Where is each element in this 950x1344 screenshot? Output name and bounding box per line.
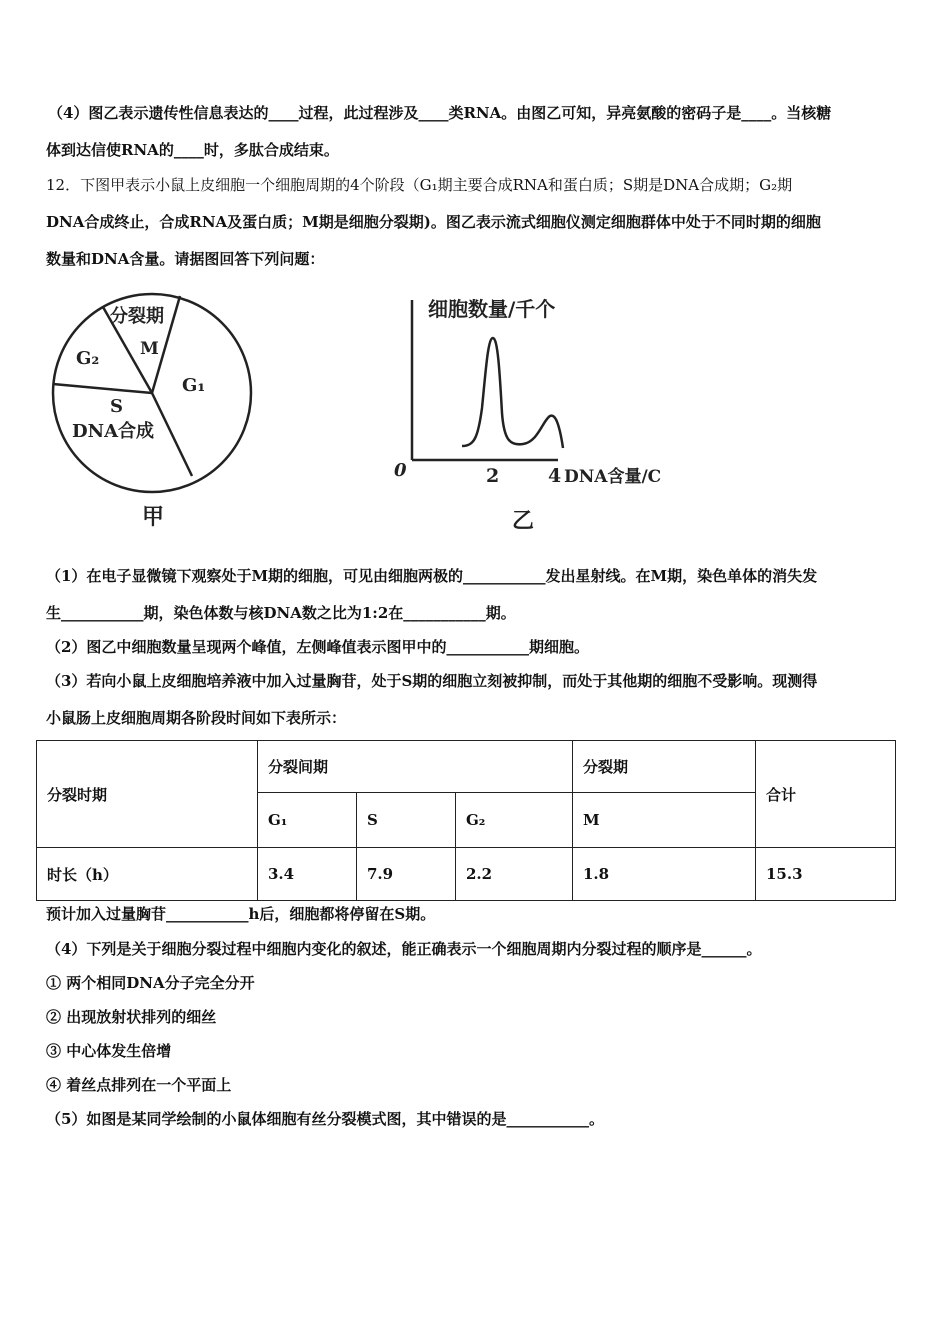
series-line <box>462 338 563 448</box>
figure-caption-yi: 乙 <box>512 508 535 534</box>
x-tick-4: 4 <box>548 465 562 487</box>
header-total: 合计 <box>756 741 896 848</box>
value-total: 15.3 <box>756 848 896 901</box>
q12-part3-line1: （3）若向小鼠上皮细胞培养液中加入过量胸苷，处于S期的细胞立刻被抑制，而处于其他期的细胞不受影响。现测得 <box>46 672 818 690</box>
label-g1: G₁ <box>182 375 206 396</box>
value-m: 1.8 <box>573 848 756 901</box>
q12-part1-line2: 生___________期，染色体数与核DNA数之比为1:2在___________期。 <box>46 604 516 622</box>
option-4: ④ 着丝点排列在一个平面上 <box>46 1076 232 1094</box>
option-3: ③ 中心体发生倍增 <box>46 1042 172 1060</box>
cell-cycle-duration-table <box>36 740 896 901</box>
option-2: ② 出现放射状排列的细丝 <box>46 1008 217 1026</box>
q12-part2: （2）图乙中细胞数量呈现两个峰值，左侧峰值表示图甲中的___________期细胞。 <box>46 638 589 656</box>
x-tick-2: 2 <box>486 465 500 487</box>
q12-part5: （5）如图是某同学绘制的小鼠体细胞有丝分裂模式图，其中错误的是___________。 <box>46 1110 604 1128</box>
flow-cytometry-figure <box>388 288 698 538</box>
cell-cycle-pie-figure <box>46 288 266 538</box>
header-interphase: 分裂间期 <box>258 741 573 793</box>
figure-caption-jia: 甲 <box>142 504 165 530</box>
label-s: S <box>110 396 123 417</box>
header-phase: 分裂时期 <box>37 741 258 848</box>
label-dna-synthesis: DNA合成 <box>72 421 155 442</box>
q12-stem-line1: 12．下图甲表示小鼠上皮细胞一个细胞周期的4个阶段（G₁期主要合成RNA和蛋白质；S期是DNA合成期；G₂期 <box>46 176 793 194</box>
header-g2: G₂ <box>456 793 573 848</box>
value-g1: 3.4 <box>258 848 357 901</box>
divider-g2-s <box>53 384 152 393</box>
value-s: 7.9 <box>357 848 456 901</box>
label-g2: G₂ <box>76 348 100 369</box>
x-axis-label: DNA含量/C <box>564 467 662 487</box>
q12-stem-line2: DNA合成终止，合成RNA及蛋白质；M期是细胞分裂期)。图乙表示流式细胞仪测定细胞群体中处于不同时期的细胞 <box>46 213 821 231</box>
q11-part4-line1: （4）图乙表示遗传性信息表达的____过程，此过程涉及____类RNA。由图乙可知，异亮氨酸的密码子是____。当核糖 <box>48 104 832 122</box>
header-mitotic: 分裂期 <box>573 741 756 793</box>
option-1: ① 两个相同DNA分子完全分开 <box>46 974 255 992</box>
header-m: M <box>573 793 756 848</box>
row-label-duration: 时长（h） <box>37 848 258 901</box>
y-axis-label: 细胞数量/千个 <box>428 297 556 321</box>
label-m: M <box>140 339 159 359</box>
q12-part3-question: 预计加入过量胸苷___________h后，细胞都将停留在S期。 <box>46 905 436 923</box>
label-m-top: 分裂期 <box>110 306 164 327</box>
q12-part3-line2: 小鼠肠上皮细胞周期各阶段时间如下表所示： <box>46 709 347 727</box>
q12-part4: （4）下列是关于细胞分裂过程中细胞内变化的叙述，能正确表示一个细胞周期内分裂过程的顺序是______。 <box>46 940 762 958</box>
q11-part4-line2: 体到达信使RNA的____时，多肽合成结束。 <box>46 141 339 159</box>
header-s: S <box>357 793 456 848</box>
origin-label: 0 <box>394 460 407 481</box>
value-g2: 2.2 <box>456 848 573 901</box>
q12-part1-line1: （1）在电子显微镜下观察处于M期的细胞，可见由细胞两极的___________发出星射线。在M期，染色单体的消失发 <box>46 567 818 585</box>
divider-s-g1 <box>152 393 192 476</box>
header-g1: G₁ <box>258 793 357 848</box>
q12-stem-line3: 数量和DNA含量。请据图回答下列问题： <box>46 250 325 268</box>
